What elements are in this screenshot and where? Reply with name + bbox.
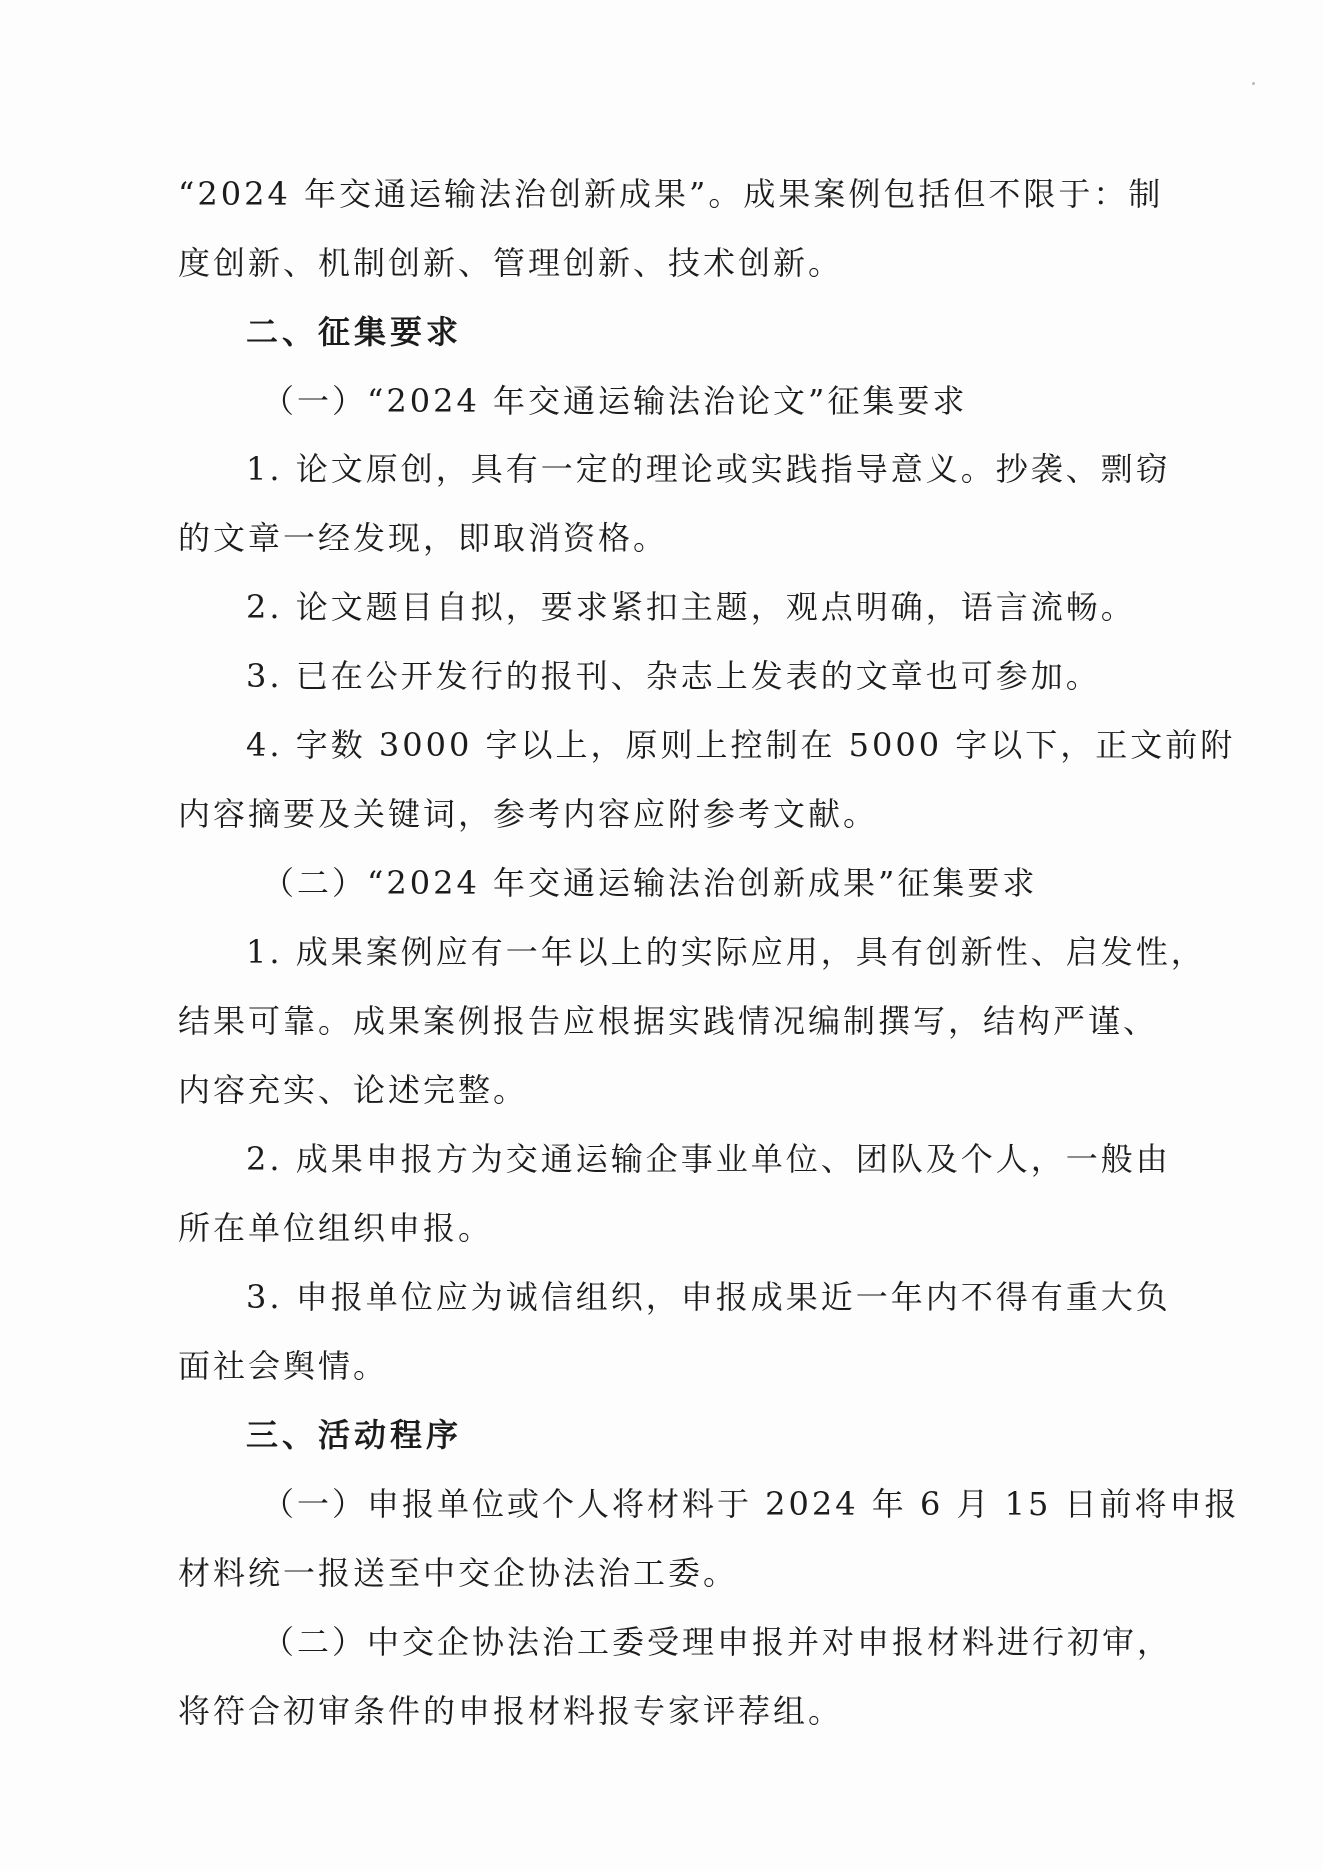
paragraph-line: 面社会舆情。 (178, 1347, 389, 1385)
section-heading: 三、活动程序 (246, 1416, 463, 1454)
paragraph-line: 度创新、机制创新、管理创新、技术创新。 (178, 244, 844, 282)
paragraph-line: 的文章一经发现，即取消资格。 (178, 519, 669, 557)
paragraph-line: 3. 申报单位应为诚信组织，申报成果近一年内不得有重大负 (246, 1278, 1171, 1316)
paragraph-line: 内容充实、论述完整。 (178, 1071, 529, 1109)
subsection-heading: （一）“2024 年交通运输法治论文”征集要求 (262, 382, 968, 420)
paragraph-line: 内容摘要及关键词，参考内容应附参考文献。 (178, 795, 879, 833)
section-heading: 二、征集要求 (246, 313, 463, 351)
paragraph-line: 将符合初审条件的申报材料报专家评荐组。 (178, 1692, 844, 1730)
paragraph-line: “2024 年交通运输法治创新成果”。成果案例包括但不限于：制 (178, 175, 1164, 213)
paragraph-line: 3. 已在公开发行的报刊、杂志上发表的文章也可参加。 (246, 657, 1101, 695)
scan-speck (1252, 82, 1255, 85)
paragraph-line: 材料统一报送至中交企协法治工委。 (178, 1554, 739, 1592)
paragraph-line: 2. 论文题目自拟，要求紧扣主题，观点明确，语言流畅。 (246, 588, 1136, 626)
paragraph-line: （一）申报单位或个人将材料于 2024 年 6 月 15 日前将申报 (262, 1485, 1240, 1523)
subsection-heading: （二）“2024 年交通运输法治创新成果”征集要求 (262, 864, 1038, 902)
paragraph-line: 1. 成果案例应有一年以上的实际应用，具有创新性、启发性， (246, 933, 1206, 971)
paragraph-line: （二）中交企协法治工委受理申报并对申报材料进行初审， (262, 1623, 1173, 1661)
paragraph-line: 4. 字数 3000 字以上，原则上控制在 5000 字以下，正文前附 (246, 726, 1236, 764)
paragraph-line: 结果可靠。成果案例报告应根据实践情况编制撰写，结构严谨、 (178, 1002, 1159, 1040)
paragraph-line: 所在单位组织申报。 (178, 1209, 494, 1247)
paragraph-line: 2. 成果申报方为交通运输企事业单位、团队及个人，一般由 (246, 1140, 1171, 1178)
paragraph-line: 1. 论文原创，具有一定的理论或实践指导意义。抄袭、剽窃 (246, 450, 1171, 488)
